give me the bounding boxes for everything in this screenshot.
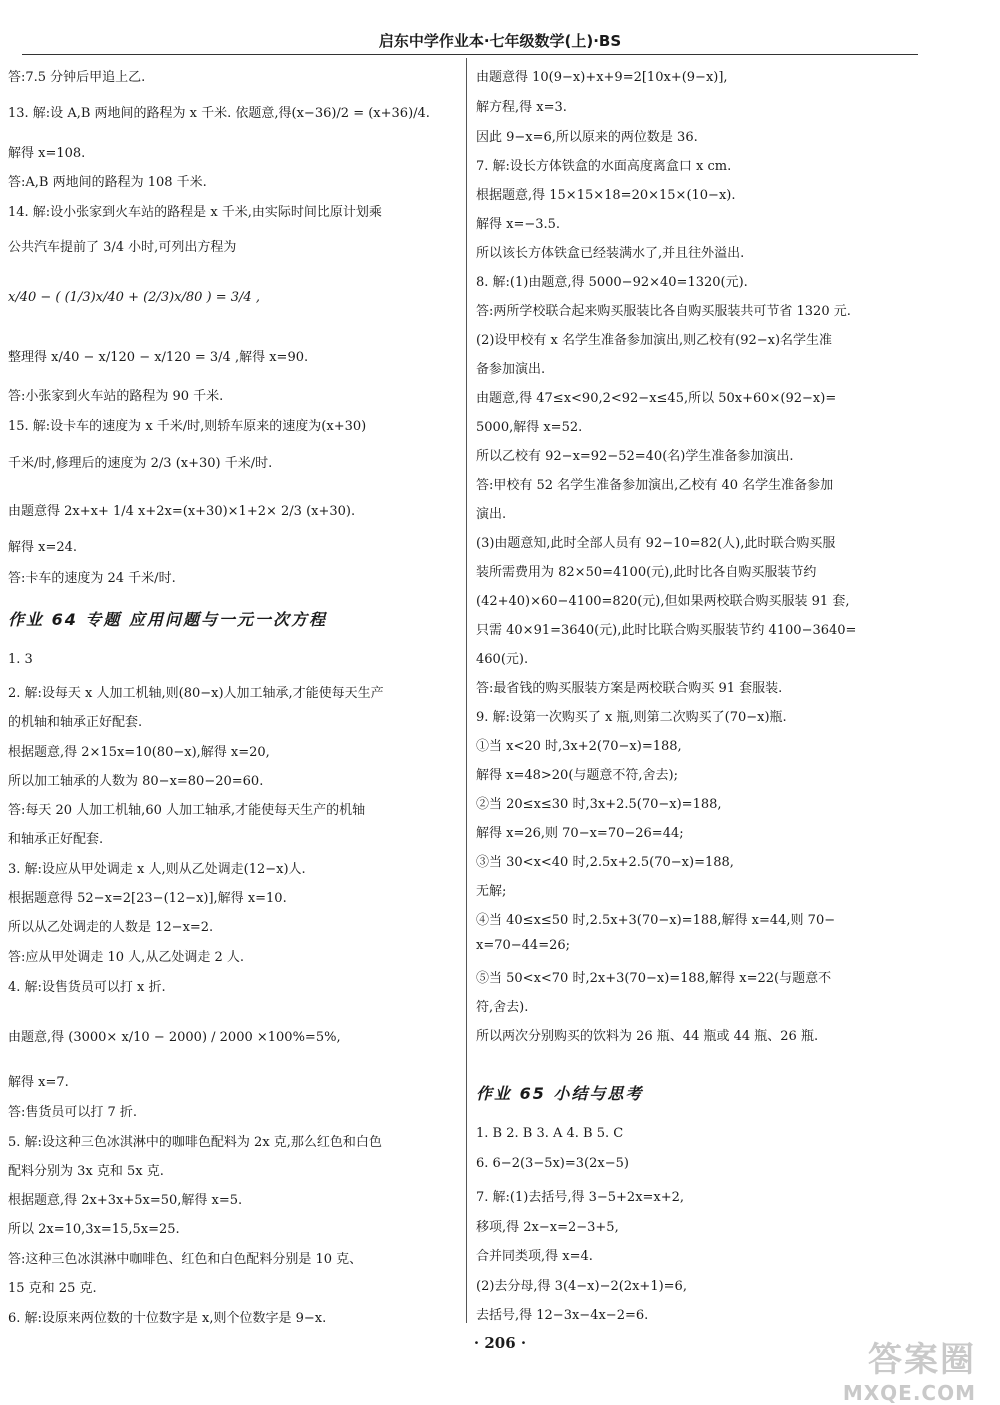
- text-line: 所以该长方体铁盒已经装满水了,并且往外溢出.: [476, 246, 745, 261]
- text-line: 答:两所学校联合起来购买服装比各自购买服装共可节省 1320 元.: [476, 304, 851, 319]
- text-line: 根据题意,得 2×15x=10(80−x),解得 x=20,: [8, 745, 270, 760]
- text-line: 2. 解:设每天 x 人加工机轴,则(80−x)人加工轴承,才能使每天生产: [8, 686, 384, 701]
- text-line: ①当 x<20 时,3x+2(70−x)=188,: [476, 739, 682, 754]
- text-line: 5. 解:设这种三色冰淇淋中的咖啡色配料为 2x 克,那么红色和白色: [8, 1135, 382, 1150]
- text-line: 备参加演出.: [476, 362, 546, 377]
- text-line: 5000,解得 x=52.: [476, 420, 583, 435]
- text-line: 整理得 x/40 − x/120 − x/120 = 3/4 ,解得 x=90.: [8, 350, 309, 365]
- text-line: 和轴承正好配套.: [8, 832, 104, 847]
- text-line: 4. 解:设售货员可以打 x 折.: [8, 980, 166, 995]
- text-line: 答:应从甲处调走 10 人,从乙处调走 2 人.: [8, 950, 244, 965]
- text-line: 1. B 2. B 3. A 4. B 5. C: [476, 1126, 624, 1141]
- text-line: 只需 40×91=3640(元),此时比联合购买服装节约 4100−3640=: [476, 623, 857, 638]
- text-line: 由题意得 2x+x+ 1/4 x+2x=(x+30)×1+2× 2/3 (x+30).: [8, 504, 356, 519]
- text-line: 移项,得 2x−x=2−3+5,: [476, 1220, 619, 1235]
- text-line: 解得 x=26,则 70−x=70−26=44;: [476, 826, 684, 841]
- text-line: 无解;: [476, 884, 507, 899]
- text-line: 由题意,得 (3000× x/10 − 2000) / 2000 ×100%=5%,: [8, 1030, 341, 1045]
- text-line: 1. 3: [8, 652, 33, 667]
- watermark-url: MXQE.COM: [842, 1381, 976, 1405]
- text-line: 由题意得 10(9−x)+x+9=2[10x+(9−x)],: [476, 70, 728, 85]
- watermark-text: 答案圈: [868, 1340, 976, 1380]
- text-line: 解得 x=7.: [8, 1075, 69, 1090]
- column-divider: [466, 58, 467, 1323]
- text-line: 14. 解:设小张家到火车站的路程是 x 千米,由实际时间比原计划乘: [8, 205, 382, 220]
- watermark-logo: [843, 1332, 976, 1405]
- text-line: 答:卡车的速度为 24 千米/时.: [8, 571, 176, 586]
- text-line: 7. 解:(1)去括号,得 3−5+2x=x+2,: [476, 1190, 685, 1205]
- text-line: 所以从乙处调走的人数是 12−x=2.: [8, 920, 214, 935]
- text-line: 答:售货员可以打 7 折.: [8, 1105, 138, 1120]
- text-line: 答:7.5 分钟后甲追上乙.: [8, 70, 146, 85]
- text-line: 答:小张家到火车站的路程为 90 千米.: [8, 389, 224, 404]
- text-line: 6. 6−2(3−5x)=3(2x−5): [476, 1156, 629, 1171]
- text-line: (42+40)×60−4100=820(元),但如果两校联合购买服装 91 套,: [476, 594, 850, 609]
- text-line: 9. 解:设第一次购买了 x 瓶,则第二次购买了(70−x)瓶.: [476, 710, 787, 725]
- text-line: 答:最省钱的购买服装方案是两校联合购买 91 套服装.: [476, 681, 783, 696]
- equation-line: x/40 − ( (1/3)x/40 + (2/3)x/80 ) = 3/4 ,: [8, 290, 260, 305]
- text-line: ⑤当 50<x<70 时,2x+3(70−x)=188,解得 x=22(与题意不: [476, 971, 832, 986]
- text-line: 所以两次分别购买的饮料为 26 瓶、44 瓶或 44 瓶、26 瓶.: [476, 1029, 819, 1044]
- text-line: 答:这种三色冰淇淋中咖啡色、红色和白色配料分别是 10 克、: [8, 1252, 363, 1267]
- text-line: 符,舍去).: [476, 1000, 529, 1015]
- text-line: 因此 9−x=6,所以原来的两位数是 36.: [476, 130, 698, 145]
- text-line: (2)去分母,得 3(4−x)−2(2x+1)=6,: [476, 1279, 687, 1294]
- text-line: 根据题意得 52−x=2[23−(12−x)],解得 x=10.: [8, 891, 287, 906]
- text-line: x=70−44=26;: [476, 938, 571, 953]
- text-line: 由题意,得 47≤x<90,2<92−x≤45,所以 50x+60×(92−x)=: [476, 391, 837, 406]
- running-header: 启东中学作业本·七年级数学(上)·BS: [378, 32, 622, 50]
- text-line: 15 克和 25 克.: [8, 1281, 97, 1296]
- text-line: 6. 解:设原来两位数的十位数字是 x,则个位数字是 9−x.: [8, 1311, 327, 1326]
- text-line: 合并同类项,得 x=4.: [476, 1249, 593, 1264]
- text-line: 解得 x=−3.5.: [476, 217, 561, 232]
- text-line: 根据题意,得 15×15×18=20×15×(10−x).: [476, 188, 736, 203]
- text-line: 15. 解:设卡车的速度为 x 千米/时,则轿车原来的速度为(x+30): [8, 419, 367, 434]
- text-line: 演出.: [476, 507, 507, 522]
- text-line: 13. 解:设 A,B 两地间的路程为 x 千米. 依题意,得(x−36)/2 = (x+36)/4.: [8, 106, 430, 121]
- text-line: 解得 x=24.: [8, 540, 78, 555]
- text-line: (3)由题意知,此时全部人员有 92−10=82(人),此时联合购买服: [476, 536, 836, 551]
- text-line: ③当 30<x<40 时,2.5x+2.5(70−x)=188,: [476, 855, 734, 870]
- page-number: · 206 ·: [473, 1334, 527, 1352]
- section-title: 作业 65 小结与思考: [476, 1084, 644, 1103]
- text-line: 7. 解:设长方体铁盒的水面高度离盒口 x cm.: [476, 159, 732, 174]
- text-line: 460(元).: [476, 652, 529, 667]
- text-line: 公共汽车提前了 3/4 小时,可列出方程为: [8, 240, 237, 255]
- text-line: 千米/时,修理后的速度为 2/3 (x+30) 千米/时.: [8, 456, 273, 471]
- text-line: 装所需费用为 82×50=4100(元),此时比各自购买服装节约: [476, 565, 817, 580]
- text-line: ②当 20≤x≤30 时,3x+2.5(70−x)=188,: [476, 797, 722, 812]
- text-line: 解方程,得 x=3.: [476, 100, 567, 115]
- text-line: 解得 x=108.: [8, 146, 86, 161]
- text-line: 所以加工轴承的人数为 80−x=80−20=60.: [8, 774, 264, 789]
- text-line: 配料分别为 3x 克和 5x 克.: [8, 1164, 164, 1179]
- section-title: 作业 64 专题 应用问题与一元一次方程: [8, 610, 327, 629]
- text-line: (2)设甲校有 x 名学生准备参加演出,则乙校有(92−x)名学生准: [476, 333, 833, 348]
- text-line: 答:甲校有 52 名学生准备参加演出,乙校有 40 名学生准备参加: [476, 478, 834, 493]
- text-line: 去括号,得 12−3x−4x−2=6.: [476, 1308, 649, 1323]
- text-line: 解得 x=48>20(与题意不符,舍去);: [476, 768, 678, 783]
- text-line: 3. 解:设应从甲处调走 x 人,则从乙处调走(12−x)人.: [8, 862, 306, 877]
- text-line: 的机轴和轴承正好配套.: [8, 715, 143, 730]
- header-rule: [22, 54, 918, 55]
- text-line: 所以乙校有 92−x=92−52=40(名)学生准备参加演出.: [476, 449, 794, 464]
- text-line: 所以 2x=10,3x=15,5x=25.: [8, 1222, 180, 1237]
- text-line: ④当 40≤x≤50 时,2.5x+3(70−x)=188,解得 x=44,则 70−: [476, 913, 836, 928]
- text-line: 答:每天 20 人加工机轴,60 人加工轴承,才能使每天生产的机轴: [8, 803, 366, 818]
- text-line: 根据题意,得 2x+3x+5x=50,解得 x=5.: [8, 1193, 243, 1208]
- text-line: 答:A,B 两地间的路程为 108 千米.: [8, 175, 207, 190]
- text-line: 8. 解:(1)由题意,得 5000−92×40=1320(元).: [476, 275, 748, 290]
